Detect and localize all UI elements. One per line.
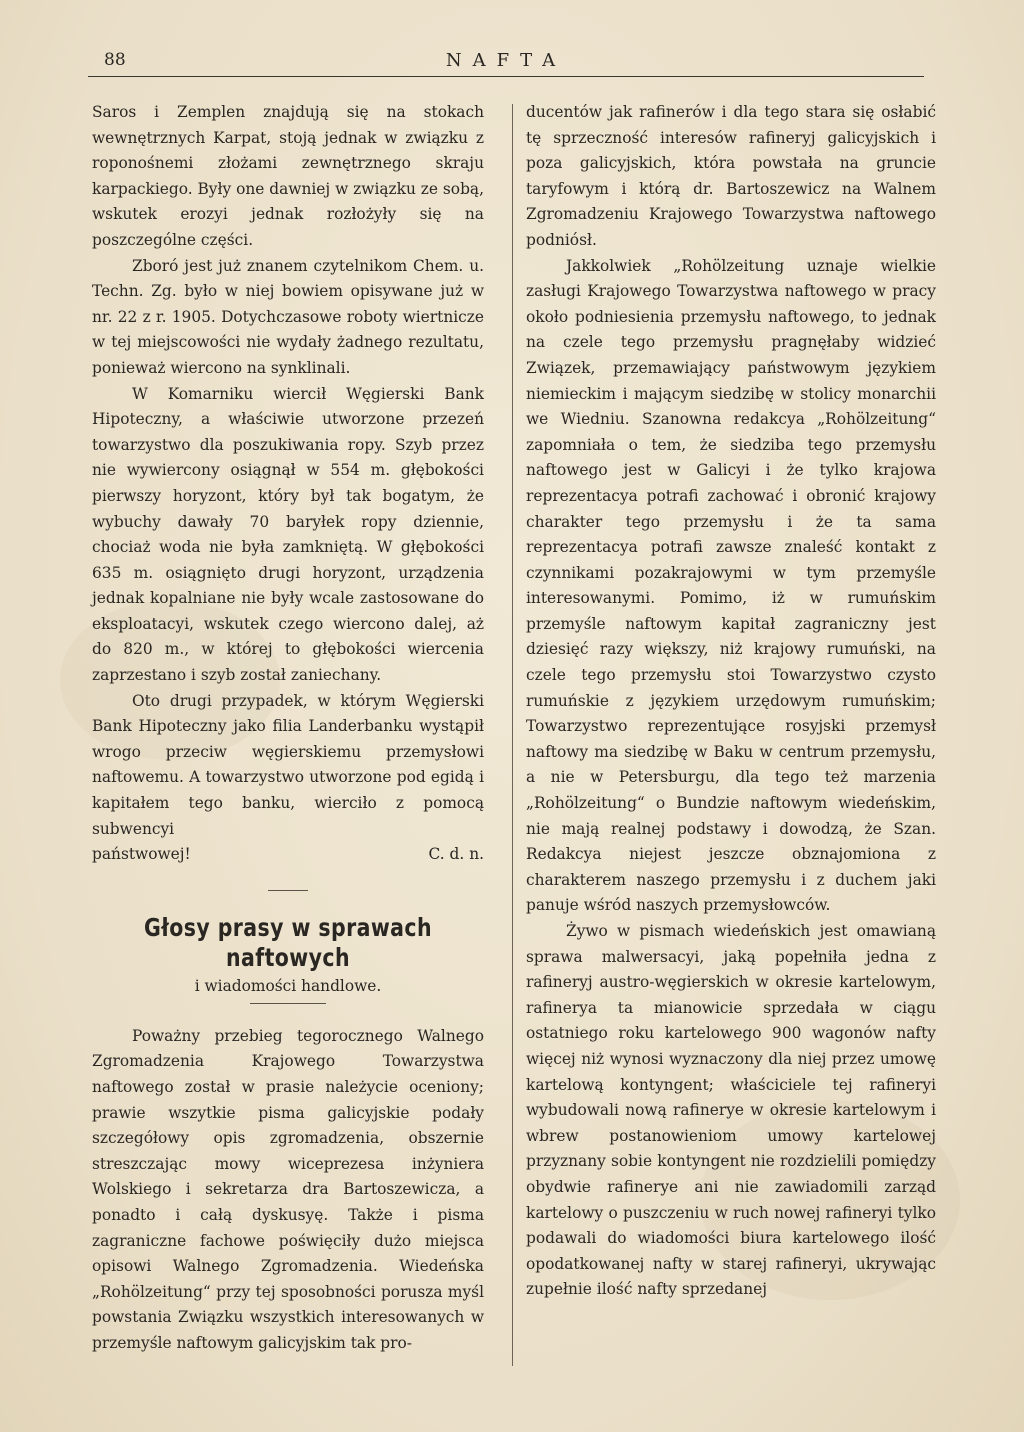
article-paragraph: Saros i Zemplen znajdują się na stokach wewnętrznych Karpat, stoją jednak w związku z roponośnemi złożami zewnętrznego skraju karpackiego. Były one dawniej w związku ze sobą, wskutek erozyi jednak rozłożyły się na poszczególne części. [92,103,484,249]
article-paragraph: Poważny przebieg tegorocznego Walnego Zgromadzenia Krajowego Towarzystwa naftowego został w prasie należycie oceniony; prawie wszytkie pisma galicyjskie podały szczegółowy opis zgromadzenia, obszernie streszczając mowy wiceprezesa inżyniera Wolskiego i sekretarza dra Bartoszewicza, a ponadto i całą dyskusyę. Także i pisma zagraniczne fachowe poświęciły dużo miejsca opisowi Walnego Zgromadzenia. Wiedeńska „Rohölzeitung“ przy tej sposobności porusza myśl powstania Związku wszystkich interesowanych w przemyśle naftowym galicyjskim tak pro- [92,1026,484,1352]
page-number: 88 [104,50,126,70]
subtitle-divider [250,1003,326,1004]
article-paragraph: Jakkolwiek „Rohölzeitung uznaje wielkie zasługi Krajowego Towarzystwa naftowego w pracy około podniesienia przemysłu naftowego, to jednak na czele tego przemysłu pragnęłaby widzieć Związek, przemawiający państwowym językiem niemieckim i mającym siedzibę w stolicy monarchii we Wiedniu. Szanowna redakcya „Rohölzeitung“ zapomniała o tem, że siedziba tego przemysłu naftowego jest w Galicyi i że tylko krajowa reprezentacya potrafi zachować i obronić krajowy charakter tego przemysłu i że ta sama reprezentacya potrafi zawsze znaleść kontakt z czynnikami pozakrajowymi w tym przemyśle interesowanymi. Pomimo, iż w rumuńskim przemyśle naftowym kapitał zagraniczny jest dziesięć razy większy, niż krajowy rumuński, na czele tego przemysłu stoi Towarzystwo czysto rumuńskie z językiem urzędowym rumuńskim; Towarzystwo reprezentujące rosyjski przemysł naftowy ma siedzibę w Baku w centrum przemysłu, a nie w Petersburgu, dla tego też marzenia „Rohölzeitung“ o Bundzie naftowym wiedeńskim, nie mają realnej podstawy i dowodzą, że Szan. Redakcya niejest jeszcze obznajomiona z charakterem naszego przemysłu i z duchem jaki panuje wśród naszych przemysłowców. [526,256,936,915]
article-closing-line [92,842,484,868]
article-paragraph: Oto drugi przypadek, w którym Węgierski Bank Hipoteczny jako filia Landerbanku wystąpił wrogo przeciw węgierskiemu przemysłowi naftowemu. A towarzystwo utworzone pod egidą i kapitałem tego banku, wierciło z pomocą subwencyi [92,691,484,838]
left-column [92,100,484,1357]
journal-title: NAFTA [445,50,567,71]
page-header [88,50,924,77]
article-paragraph: W Komarniku wiercił Węgierski Bank Hipoteczny, a właściwie utworzone przezeń towarzystwo dla poszukiwania ropy. Szyb przez nie wywiercony osiągnął w 554 m. głębokości pierwszy horyzont, który był tak bogatym, że wybuchy dawały 70 baryłek ropy dziennie, chociaż woda nie była zamkniętą. W głębokości 635 m. osiągnięto drugi horyzont, urządzenia jednak kopalniane nie były wcale zastosowane do eksploatacyi, wskutek czego wiercono dalej, aż do 820 m., w której to głębokości wiercenia zaprzestano i szyb został zaniechany. [92,384,484,685]
closing-word: państwowej! [92,845,191,864]
section-subtitle: i wiadomości handlowe. [194,976,382,995]
article-paragraph: ducentów jak rafinerów i dla tego stara się osłabić tę sprzeczność interesów rafineryj galicyjskich i poza galicyjskich, która powstała na gruncie taryfowym i którą dr. Bartoszewicz na Walnem Zgromadzeniu Krajowego Towarzystwa naftowego podniósł. [526,103,936,249]
continuation-signature: C. d. n. [428,845,484,864]
section-title: Głosy prasy w sprawach naftowych [144,912,432,972]
column-divider [512,104,513,1366]
right-column [526,100,936,1303]
section-divider [268,890,308,891]
article-paragraph: Zboró jest już znanem czytelnikom Chem. u. Techn. Zg. było w niej bowiem opisywane już w nr. 22 z r. 1905. Dotychczasowe roboty wiertnicze w tej miejscowości nie wydały żadnego rezultatu, ponieważ wiercono na synklinali. [92,256,484,377]
article-paragraph: Żywo w pismach wiedeńskich jest omawianą sprawa malwersacyi, jaką popełniła jedna z rafineryj austro-węgierskich w okresie kartelowym, rafinerya ta mianowicie sprzedała w ciągu ostatniego roku kartelowego 900 wagonów nafty więcej niż wynosi wyznaczony dla niej przez umowę kartelową kontyngent; właściciele tej rafineryi wybudowali nową rafinerye w okresie kartelowym i wbrew postanowieniom umowy kartelowej przyznany sobie kontyngent nie rozdzielili pomiędzy obydwie rafinerye ani nie zawiadomili zarząd kartelowy o puszczeniu w ruch nowej rafineryi tylko podawali do wiadomości biura kartelowego ilość opodatkowanej nafty w starej rafineryi, ukrywając zupełnie ilość nafty sprzedanej [526,922,936,1299]
